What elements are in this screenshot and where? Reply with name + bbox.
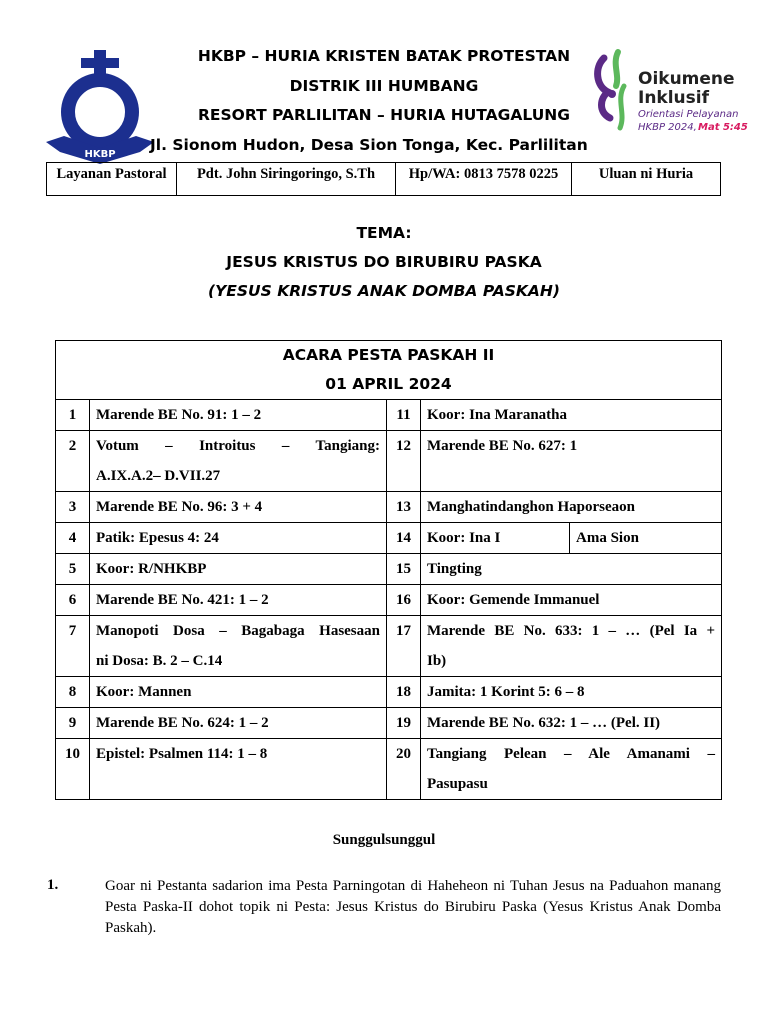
item-text: Marende BE No. 91: 1 – 2 (90, 400, 387, 431)
tema-label: TEMA: (356, 224, 412, 242)
table-row (56, 677, 722, 708)
logo-text: HKBP (84, 149, 116, 160)
svg-text:Mat 5:45: Mat 5:45 (698, 122, 748, 133)
item-text: Marende BE No. 627: 1 (421, 431, 722, 492)
item-number: 11 (387, 400, 421, 431)
item-text-line: Manopoti Dosa – Bagabaga Hasesaan (96, 623, 380, 639)
item-text: Koor: R/NHKBP (90, 554, 387, 585)
info-cell-role: Uluan ni Huria (572, 163, 721, 196)
section-heading: Sunggulsunggul (332, 832, 436, 848)
program-table (55, 340, 722, 800)
item-number: 18 (387, 677, 421, 708)
tema-title: JESUS KRISTUS DO BIRUBIRU PASKA (226, 253, 542, 271)
info-table (46, 162, 721, 196)
item-number: 17 (387, 616, 421, 677)
item-text: Koor: Gemende Immanuel (421, 585, 722, 616)
item-number: 5 (56, 554, 90, 585)
item-number: 2 (56, 431, 90, 492)
list-item-number: 1. (47, 877, 59, 893)
item-number: 20 (387, 739, 421, 800)
church-name: HKBP – HURIA KRISTEN BATAK PROTESTAN (197, 47, 571, 65)
table-row (56, 400, 722, 431)
program-title: ACARA PESTA PASKAH II (282, 346, 495, 364)
info-cell-pastor: Pdt. John Siringoringo, S.Th (177, 163, 396, 196)
resort-name: RESORT PARLILITAN – HURIA HUTAGALUNG (197, 106, 570, 124)
table-row (56, 554, 722, 585)
item-text: Marende BE No. 421: 1 – 2 (90, 585, 387, 616)
table-row (56, 492, 722, 523)
item-text: Marende BE No. 624: 1 – 2 (90, 708, 387, 739)
program-date: 01 APRIL 2024 (325, 375, 452, 393)
item-text: Marende BE No. 96: 3 + 4 (90, 492, 387, 523)
item-text: Ama Sion (570, 523, 722, 554)
item-text-line: Marende BE No. 633: 1 – … (Pel Ia + (427, 623, 715, 639)
item-text (90, 616, 387, 677)
item-text-line: Ib) (427, 653, 447, 669)
list-item-text: Goar ni Pestanta sadarion ima Pesta Parningotan di Haheheon ni Tuhan Jesus na Paduahon manang Pesta Paska-II dohot topik ni Pesta: Jesus Kristus do Birubiru Paska (Yesus Kristus Anak Domba Paskah). (105, 878, 721, 936)
svg-text:HKBP 2024,: HKBP 2024, (638, 122, 697, 133)
church-address: Jl. Sionom Hudon, Desa Sion Tonga, Kec. Parlilitan (150, 136, 588, 154)
svg-text:Oikumene: Oikumene (638, 69, 735, 89)
item-number: 15 (387, 554, 421, 585)
item-number: 9 (56, 708, 90, 739)
item-text: Koor: Ina Maranatha (421, 400, 722, 431)
svg-text:Inklusif: Inklusif (638, 88, 710, 108)
table-row (56, 523, 722, 554)
item-text: Jamita: 1 Korint 5: 6 – 8 (421, 677, 722, 708)
table-row (56, 708, 722, 739)
item-number: 12 (387, 431, 421, 492)
item-number: 10 (56, 739, 90, 800)
item-number: 8 (56, 677, 90, 708)
item-text: Patik: Epesus 4: 24 (90, 523, 387, 554)
item-text-line: A.IX.A.2– D.VII.27 (96, 468, 221, 484)
item-number: 6 (56, 585, 90, 616)
tema-subtitle: (YESUS KRISTUS ANAK DOMBA PASKAH) (207, 282, 560, 300)
item-text: Koor: Mannen (90, 677, 387, 708)
item-text (421, 616, 722, 677)
item-number: 1 (56, 400, 90, 431)
item-text-line: ni Dosa: B. 2 – C.14 (96, 653, 223, 669)
item-text-line: Votum – Introitus – Tangiang: (96, 438, 380, 454)
svg-text:Orientasi Pelayanan: Orientasi Pelayanan (638, 109, 739, 120)
item-text: Koor: Ina I (421, 523, 570, 554)
info-cell-phone: Hp/WA: 0813 7578 0225 (396, 163, 572, 196)
item-text (90, 431, 387, 492)
item-number: 3 (56, 492, 90, 523)
item-text: Tingting (421, 554, 722, 585)
item-number: 4 (56, 523, 90, 554)
item-number: 16 (387, 585, 421, 616)
item-text (421, 739, 722, 800)
item-number: 19 (387, 708, 421, 739)
table-row (56, 739, 722, 800)
item-text-line: Pasupasu (427, 776, 488, 792)
table-row (56, 585, 722, 616)
item-number: 13 (387, 492, 421, 523)
table-row (56, 616, 722, 677)
program-header (56, 341, 722, 400)
info-cell-service: Layanan Pastoral (47, 163, 177, 196)
item-number: 7 (56, 616, 90, 677)
item-number: 14 (387, 523, 421, 554)
item-text: Epistel: Psalmen 114: 1 – 8 (90, 739, 387, 800)
table-row (56, 431, 722, 492)
district-name: DISTRIK III HUMBANG (289, 77, 479, 95)
item-text: Manghatindanghon Haporseaon (421, 492, 722, 523)
item-text: Marende BE No. 632: 1 – … (Pel. II) (421, 708, 722, 739)
item-text-line: Tangiang Pelean – Ale Amanami – (427, 746, 715, 762)
